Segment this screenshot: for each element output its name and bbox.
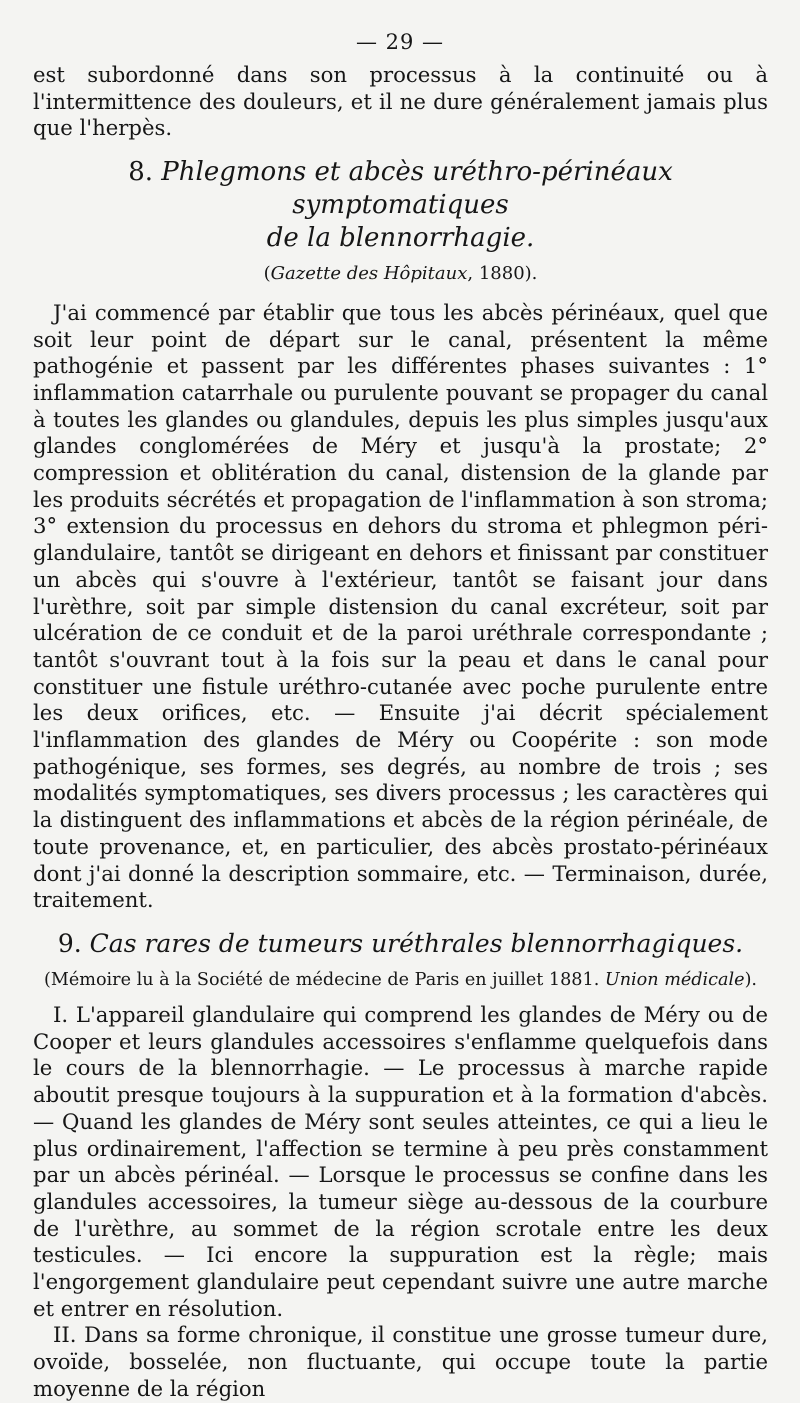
section-8-number: 8. [128, 157, 154, 188]
section-8-heading [33, 156, 768, 255]
source-journal-2: Union médicale [604, 969, 745, 990]
section-8-title-line1: Phlegmons et abcès uréthro-périnéaux symptomatiques [161, 157, 673, 221]
section-9-title: Cas rares de tumeurs uréthrales blennorrhagiques. [89, 928, 744, 958]
section-8-paragraph: J'ai commencé par établir que tous les abcès périnéaux, quel que soit leur point de départ sur le canal, présentent la même pathogénie et passent par les différentes phases suivantes : 1° inflammation catarrhale ou purulente pouvant se propager du canal à toutes les glandes ou glandules, depuis les plus simples jusqu'aux glandes conglomérées de Méry et jusqu'à la prostate; 2° compression et oblitération du canal, distension de la glande par les produits sécrétés et propagation de l'inflammation à son stroma; 3° extension du processus en dehors du stroma et phlegmon péri-glandulaire, tantôt se dirigeant en dehors et finissant par constituer un abcès qui s'ouvre à l'extérieur, tantôt se faisant jour dans l'urèthre, soit par simple distension du canal excréteur, soit par ulcération de ce conduit et de la paroi uréthrale correspondante ; tantôt s'ouvrant tout à la fois sur la peau et dans le canal pour constituer une fistule uréthro-cutanée avec poche purulente entre les deux orifices, etc. — Ensuite j'ai décrit spécialement l'inflammation des glandes de Méry ou Coopérite : son mode pathogénique, ses formes, ses degrés, au nombre de trois ; ses modalités symptomatiques, ses divers processus ; les caractères qui la distinguent des inflammations et abcès de la région périnéale, de toute provenance, et, en particulier, des abcès prostato-périnéaux dont j'ai donné la description sommaire, etc. — Terminaison, durée, traitement. [33, 299, 768, 913]
page-body [33, 62, 768, 1403]
section-8-source [33, 261, 768, 288]
section-9-source [33, 968, 768, 992]
section-9-paragraph-1: I. L'appareil glandulaire qui comprend les glandes de Méry ou de Cooper et leurs glandules accessoires s'enflamme quelquefois dans le cours de la blennorrhagie. — Le processus à marche rapide aboutit presque toujours à la suppuration et à la formation d'abcès. — Quand les glandes de Méry sont seules atteintes, ce qui a lieu le plus ordinairement, l'affection se termine à peu près constamment par un abcès périnéal. — Lorsque le processus se confine dans les glandules accessoires, la tumeur siège au-dessous de la courbure de l'urèthre, au sommet de la région scrotale entre les deux testicules. — Ici encore la suppuration est la règle; mais l'engorgement glandulaire peut cependant suivre une autre marche et entrer en résolution. [33, 1001, 768, 1321]
source-journal: Gazette des Hôpitaux [270, 263, 468, 285]
section-9-heading [33, 928, 768, 960]
section-9-paragraph-2: II. Dans sa forme chronique, il constitue une grosse tumeur dure, ovoïde, bosselée, non fluctuante, qui occupe toute la partie moyenne de la région [33, 1322, 768, 1401]
continuation-paragraph: est subordonné dans son processus à la continuité ou à l'intermittence des douleurs, et il ne dure généralement jamais plus que l'herpès. [33, 62, 768, 141]
source-year: , 1880). [467, 263, 538, 285]
page-number: — 29 — [355, 30, 445, 54]
source-text: (Mémoire lu à la Société de médecine de Paris en juillet 1881. [43, 969, 605, 990]
section-9-number: 9. [57, 928, 82, 958]
source-close: ). [744, 969, 758, 990]
section-8-title-line2: de la blennorrhagie. [266, 223, 535, 254]
source-open: ( [263, 263, 271, 285]
